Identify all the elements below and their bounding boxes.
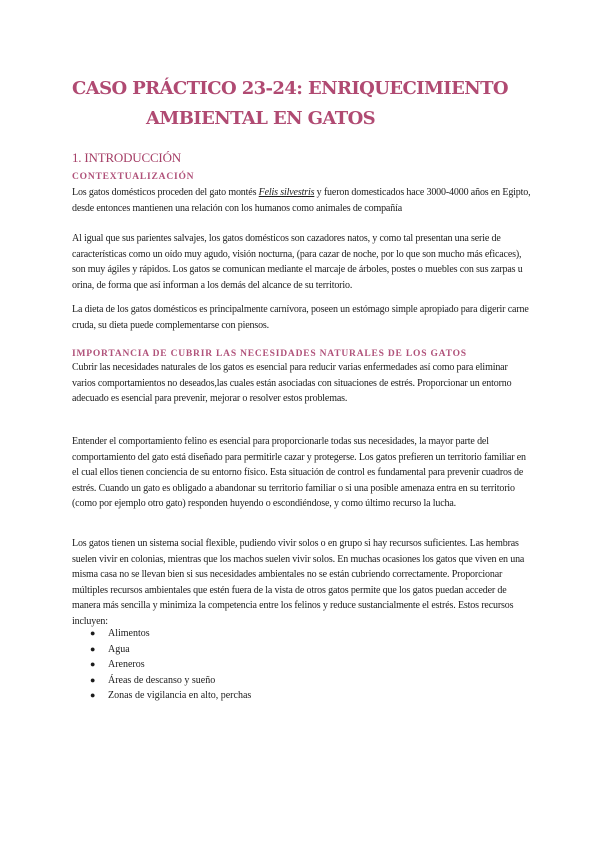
paragraph-behaviour: Entender el comportamiento felino es esencial para proporcionarle todas sus necesidades, la mayor parte del comportamiento del gato está diseñado para permitirle cazar y protegerse. Los gatos prefieren un territorio familiar en el cual ellos tienen conciencia de su entorno físico. Esta situación de control es fundamental para prevenir cuadros de estrés. Cuando un gato es obligado a abandonar su territorio familiar o si una posible amenaza entra en su territorio (como por ejemplo otro gato) responden huyendo o escondiéndose, y como último recurso la lucha. [72,436,526,509]
bullet-icon: ● [90,674,96,685]
subheading-contextualizacion: CONTEXTUALIZACIÓN [72,172,195,182]
title-line-2: AMBIENTAL EN GATOS [146,108,376,129]
list-item: ● Agua [90,642,251,658]
paragraph-origin-before: Los gatos domésticos proceden del gato montés [72,187,259,198]
document-title [72,74,542,134]
list-item: ● Areneros [90,657,251,673]
section-heading-introduccion: 1. INTRODUCCIÓN [72,150,181,165]
paragraph-origin-after: y fueron domesticados hace 3000-4000 años en Egipto, desde entonces mantienen una relación con los humanos como animales de compañía [72,187,531,214]
list-item: ● Áreas de descanso y sueño [90,673,251,689]
paragraph-hunters: Al igual que sus parientes salvajes, los gatos domésticos son cazadores natos, y como tal presentan una serie de características como un oído muy agudo, visión nocturna, (para cazar de noche, por lo que son mucho más eficaces), son muy ágiles y rápidos. Los gatos se comunican mediante el marcaje de árboles, postes o muebles con sus zarpas u orina, de forma que así informan a los demás del alcance de su territorio. [72,233,523,291]
paragraph-diet: La dieta de los gatos domésticos es principalmente carnívora, poseen un estómago simple apropiado para digerir carne cruda, su dieta puede complementarse con piensos. [72,304,529,331]
paragraph-origin [72,185,532,216]
resources-list [90,626,251,704]
species-name: Felis silvestris [258,187,315,198]
title-line-1: CASO PRÁCTICO 23-24: ENRIQUECIMIENTO [72,78,508,99]
bullet-icon: ● [90,643,96,654]
bullet-icon: ● [90,659,96,669]
subheading-importancia: IMPORTANCIA DE CUBRIR LAS NECESIDADES NATURALES DE LOS GATOS [72,349,467,359]
paragraph-needs: Cubrir las necesidades naturales de los gatos es esencial para reducir varias enfermedades así como para eliminar varios comportamientos no deseados,las cuales están asociadas con situaciones de estrés. Proporcionar un entorno adecuado es esencial para prevenir, mejorar o resolver estos problemas. [72,362,512,404]
list-item: ● Alimentos [90,626,251,642]
list-item: ● Zonas de vigilancia en alto, perchas [90,688,251,704]
paragraph-social: Los gatos tienen un sistema social flexible, pudiendo vivir solos o en grupo si hay recursos suficientes. Las hembras suelen vivir en colonias, mientras que los machos suelen vivir solos. En muchas ocasiones los gatos que viven en una misma casa no se llevan bien si sus necesidades ambientales no se están cubriendo correctamente. Proporcionar múltiples recursos ambientales que estén fuera de la vista de otros gatos permite que los gatos puedan acceder de manera más sencilla y minimiza la competencia entre los felinos y reduce sustancialmente el estrés. Estos recursos incluyen: [72,538,525,627]
bullet-icon: ● [90,628,96,638]
bullet-icon: ● [90,690,96,700]
